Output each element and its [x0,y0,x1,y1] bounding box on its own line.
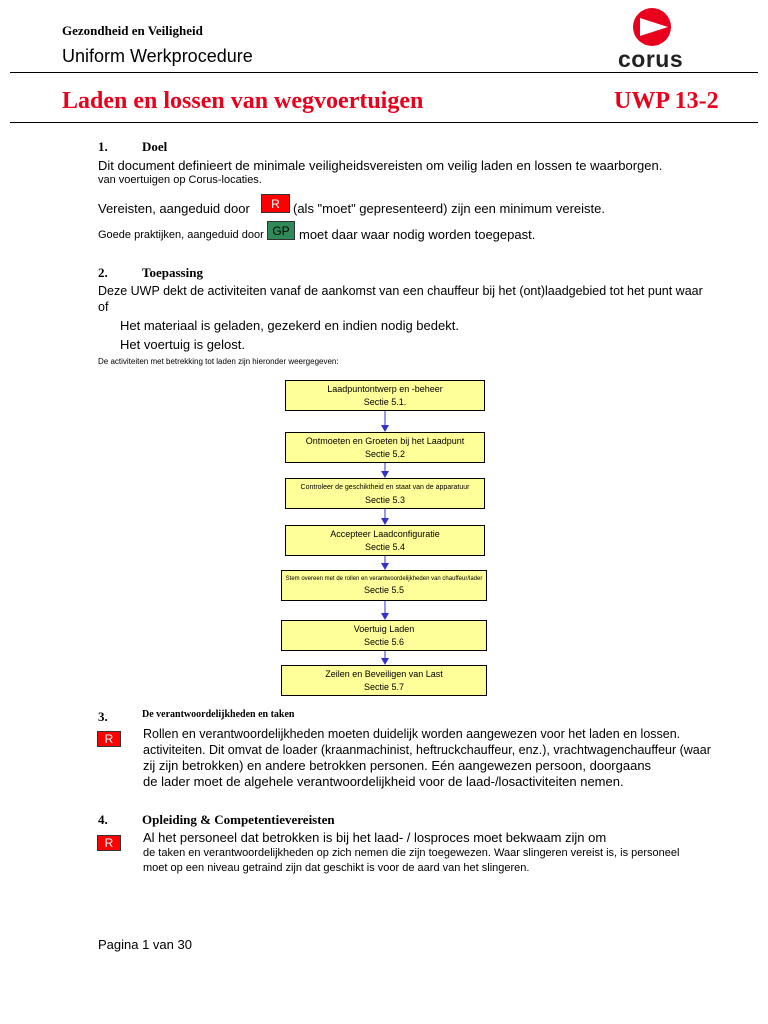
flowchart-step [281,620,487,651]
section-4-text-line2: de taken en verantwoordelijkheden op zich nemen die zijn toegewezen. Waar slingeren vereist is, is personeel [143,847,680,859]
flowchart-arrowhead-icon [381,471,389,478]
flowchart-step-label: Laadpuntontwerp en -beheer [327,383,443,394]
section-2-title: Toepassing [142,265,203,280]
section-3-title: De verantwoordelijkheden en taken [142,709,295,720]
flowchart-step-section: Sectie 5.6 [363,636,405,647]
flowchart-step-section: Sectie 5.1. [363,396,407,407]
flowchart-arrowhead-icon [381,613,389,620]
flowchart-step-label: Ontmoeten en Groeten bij het Laadpunt [305,435,465,446]
organization-name: Gezondheid en Veiligheid [62,23,203,38]
page-title: Laden en lossen van wegvoertuigen [62,88,424,114]
document-type: Uniform Werkprocedure [62,46,253,66]
section-1-text-line1: Dit document definieert de minimale veiligheidsvereisten om veilig laden en lossen te waarborgen. [98,158,663,173]
section-4-requirement-badge: R [97,835,121,851]
flowchart-step-label: Zeilen en Beveiligen van Last [325,668,443,679]
requirement-legend-prefix: Vereisten, aangeduid door [98,201,250,216]
corus-logo [606,8,706,70]
good-practice-badge: GP [267,221,295,240]
flowchart-step-label: Stem overeen met de rollen en verantwoordelijkheden van chauffeur/lader [285,575,483,582]
flowchart-step [285,525,485,556]
flowchart-step-label: Accepteer Laadconfiguratie [330,528,440,539]
flowchart-step-section: Sectie 5.5 [363,584,405,595]
section-3-requirement-badge: R [97,731,121,747]
section-3-text-line1: Rollen en verantwoordelijkheden moeten duidelijk worden aangewezen voor het laden en lossen. [143,727,681,741]
flowchart-arrowhead-icon [381,518,389,525]
bullet-text: Het voertuig is gelost. [120,337,246,352]
section-2-text-line1: Deze UWP dekt de activiteiten vanaf de aankomst van een chauffeur bij het (ont)laadgebied tot het punt waar [98,284,703,298]
section-3-text-line3: zij zijn betrokken) en andere betrokken personen. Eén aangewezen persoon, doorgaans [143,758,652,773]
flowchart-step [285,432,485,463]
flowchart-arrowhead-icon [381,658,389,665]
flowchart-step-section: Sectie 5.2 [364,448,406,459]
section-4-title: Opleiding & Competentievereisten [142,812,335,827]
section-4-number: 4. [98,812,108,827]
flowchart-arrowhead-icon [381,563,389,570]
flowchart-step-label: Voertuig Laden [353,623,415,634]
header-divider [10,72,758,73]
page-number: Pagina 1 van 30 [98,937,192,952]
section-4-text-line1: Al het personeel dat betrokken is bij het laad- / losproces moet bekwaam zijn om [143,830,607,845]
flowchart-arrowhead-icon [381,425,389,432]
good-practice-legend-suffix: moet daar waar nodig worden toegepast. [299,227,536,242]
corus-logo-mark-icon [606,8,706,48]
requirement-legend-suffix: (als "moet" gepresenteerd) zijn een minimum vereiste. [293,201,605,216]
flowchart-intro: De activiteiten met betrekking tot laden zijn hieronder weergegeven: [98,357,339,366]
bullet-item-loaded [120,318,459,333]
section-1-title: Doel [142,139,168,154]
section-3-text-line2: activiteiten. Dit omvat de loader (kraanmachinist, heftruckchauffeur, enz.), vrachtwagenchauffeur (waar [143,743,711,757]
section-1-text-line2: van voertuigen op Corus-locaties. [98,174,262,186]
section-4-text-line3: moet op een niveau getraind zijn dat geschikt is voor de aard van het slingeren. [143,862,530,874]
good-practice-legend-prefix: Goede praktijken, aangeduid door [98,229,264,241]
title-divider [10,122,758,123]
bullet-item-unloaded [120,337,245,352]
logo-wordmark: corus [618,46,684,72]
section-3-number: 3. [98,709,108,724]
flowchart-step [281,665,487,696]
section-2-text-line2: of [98,300,109,314]
flowchart-step [285,478,485,509]
section-3-text-line4: de lader moet de algehele verantwoordelijkheid voor de laad-/losactiviteiten nemen. [143,774,624,789]
section-1-number: 1. [98,139,108,154]
flowchart-step-section: Sectie 5.3 [364,494,406,505]
flowchart-step-section: Sectie 5.7 [363,681,405,692]
flowchart-step-label: Controleer de geschiktheid en staat van de apparatuur [300,483,470,491]
flowchart-step [285,380,485,411]
flowchart-step-section: Sectie 5.4 [364,541,406,552]
requirement-badge: R [261,194,290,213]
section-2-number: 2. [98,265,108,280]
bullet-text: Het materiaal is geladen, gezekerd en indien nodig bedekt. [120,318,459,333]
document-code: UWP 13-2 [614,88,719,114]
flowchart-step [281,570,487,601]
